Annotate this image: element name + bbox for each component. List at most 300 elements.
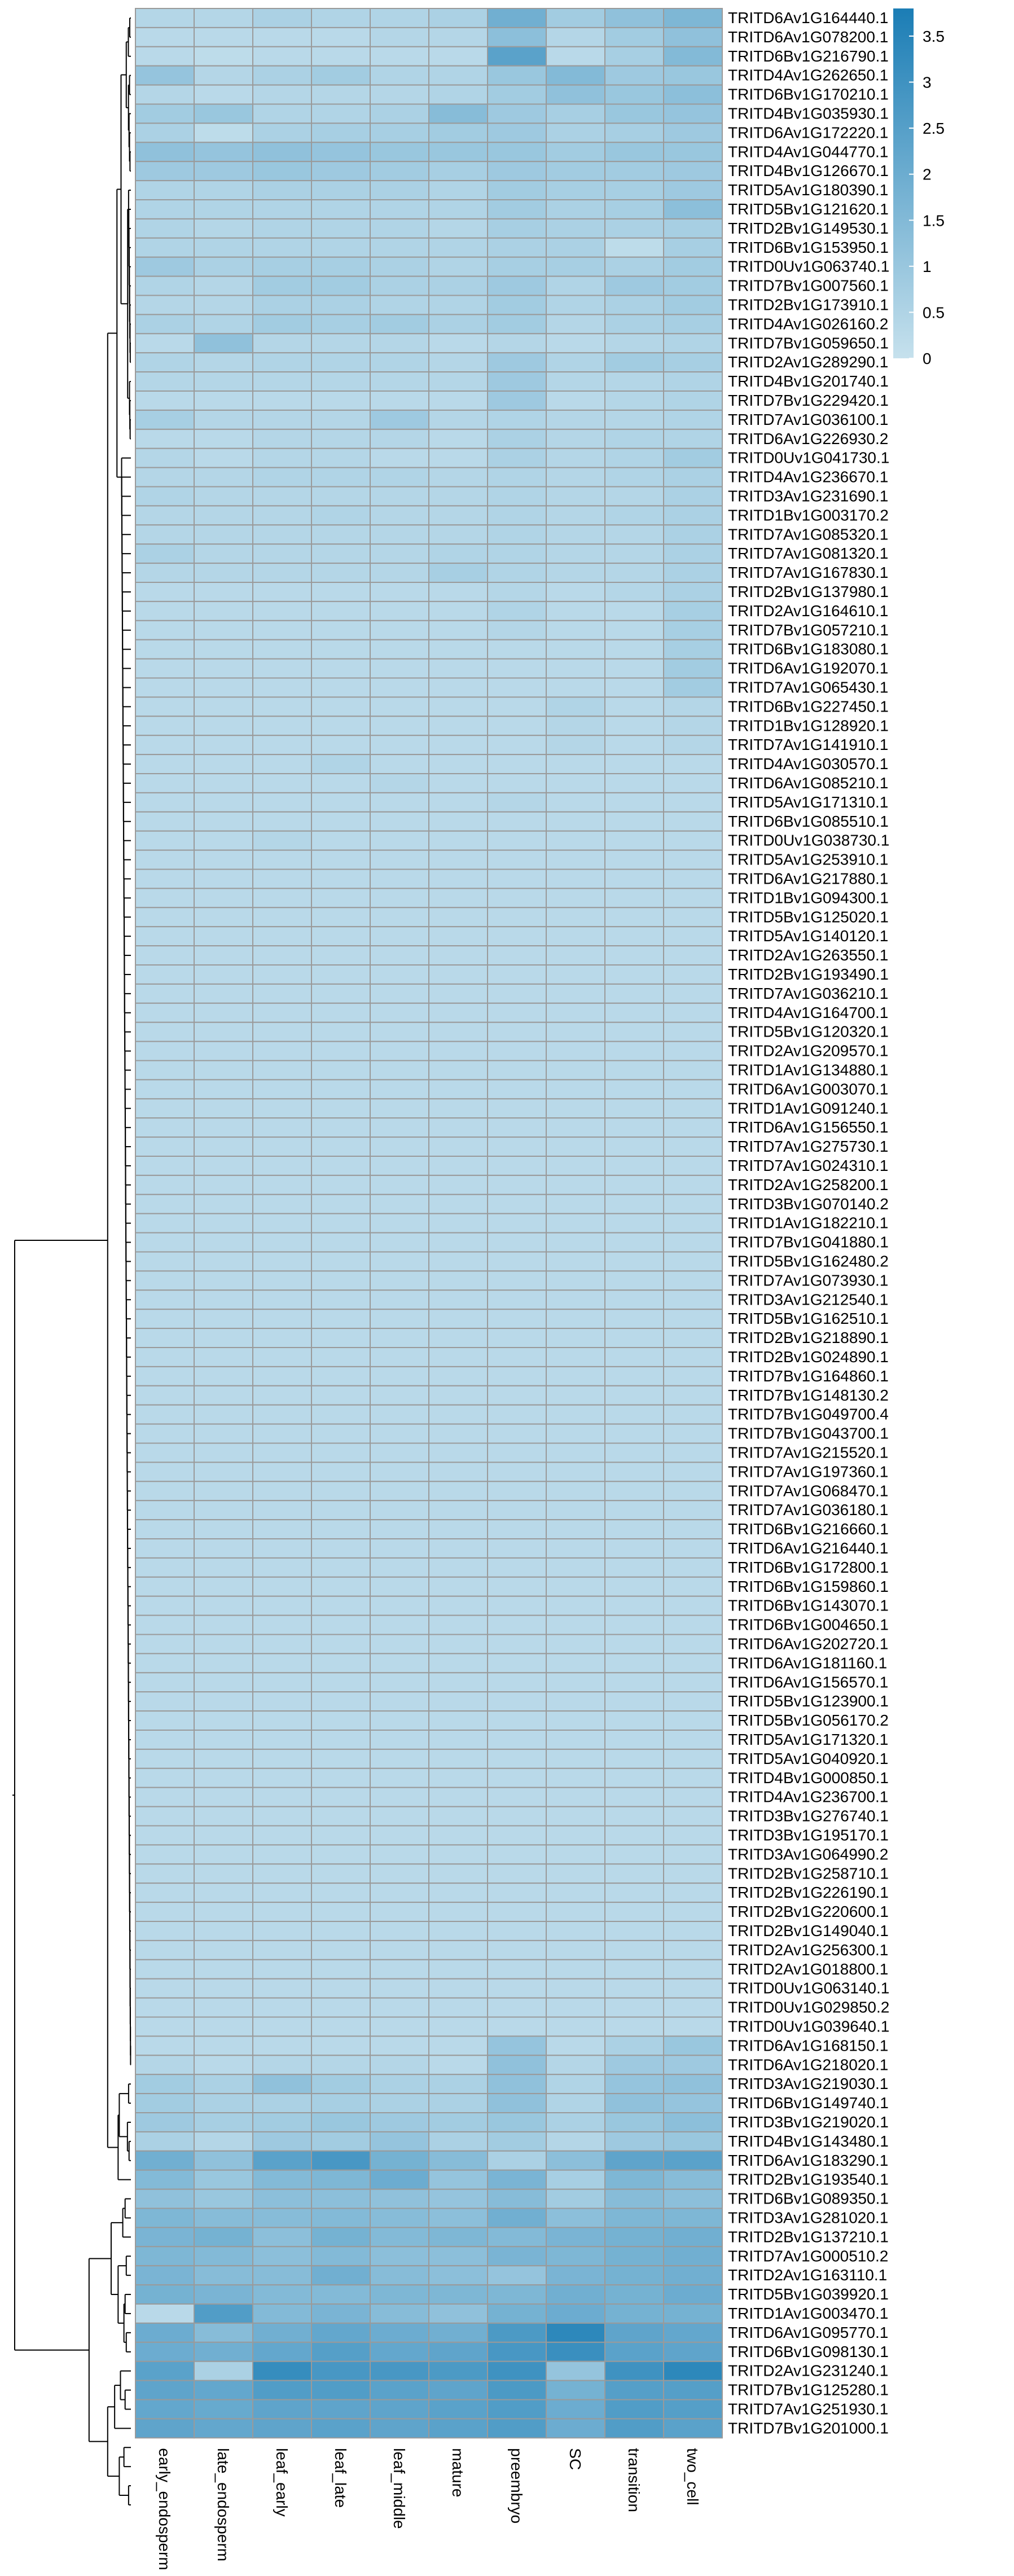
heatmap-cell (135, 1386, 194, 1405)
heatmap-cell (311, 754, 370, 774)
heatmap-cell (429, 735, 488, 754)
heatmap-cell (370, 1673, 429, 1692)
heatmap-cell (546, 984, 605, 1003)
heatmap-cell (135, 1137, 194, 1156)
heatmap-cell (664, 1022, 722, 1042)
heatmap-cell (664, 2113, 722, 2132)
heatmap-cell (311, 1175, 370, 1195)
heatmap-cell (546, 1730, 605, 1749)
heatmap-cell (194, 2209, 253, 2228)
heatmap-cell (546, 1214, 605, 1233)
heatmap-cell (429, 1443, 488, 1463)
heatmap-cell (311, 142, 370, 161)
heatmap-cell (488, 2227, 546, 2246)
heatmap-cell (194, 314, 253, 333)
heatmap-cell (429, 1902, 488, 1921)
heatmap-cell (664, 754, 722, 774)
heatmap-cell (135, 870, 194, 889)
row-label: TRITD7Bv1G201000.1 (728, 2419, 889, 2437)
row-label: TRITD6Bv1G153950.1 (728, 238, 889, 256)
row-label: TRITD4Bv1G000850.1 (728, 1768, 889, 1787)
heatmap-cell (488, 1883, 546, 1902)
heatmap-cell (488, 1864, 546, 1883)
heatmap-cell (370, 1137, 429, 1156)
heatmap-cell (370, 2285, 429, 2304)
row-label: TRITD7Av1G085320.1 (728, 525, 889, 543)
heatmap-cell (370, 238, 429, 257)
heatmap-cell (605, 1137, 664, 1156)
heatmap-cell (194, 1386, 253, 1405)
heatmap-cell (311, 640, 370, 659)
heatmap-cell (135, 793, 194, 812)
heatmap-cell (546, 2285, 605, 2304)
heatmap-cell (311, 449, 370, 468)
heatmap-cell (311, 2151, 370, 2170)
heatmap-cell (429, 28, 488, 47)
heatmap-cell (370, 1692, 429, 1711)
heatmap-cell (253, 1309, 311, 1328)
heatmap-cell (664, 1328, 722, 1348)
heatmap-cell (488, 2036, 546, 2055)
heatmap-cell (194, 2132, 253, 2151)
heatmap-cell (664, 1481, 722, 1500)
heatmap-cell (253, 1845, 311, 1864)
heatmap-cell (194, 200, 253, 219)
heatmap-cell (135, 1348, 194, 1367)
heatmap-cell (664, 1061, 722, 1080)
heatmap-cell (429, 544, 488, 563)
heatmap-cell (429, 2266, 488, 2285)
heatmap-cell (194, 1692, 253, 1711)
heatmap-cell (194, 1960, 253, 1979)
heatmap-cell (253, 449, 311, 468)
heatmap-cell (605, 1960, 664, 1979)
heatmap-cell (194, 1195, 253, 1214)
heatmap-cell (135, 1539, 194, 1558)
heatmap-cell (664, 296, 722, 315)
heatmap-cell (135, 1730, 194, 1749)
heatmap-cell (370, 2381, 429, 2400)
heatmap-cell (135, 2209, 194, 2228)
heatmap-cell (664, 1730, 722, 1749)
heatmap-cell (488, 1596, 546, 1616)
heatmap-cell (194, 104, 253, 124)
heatmap-cell (311, 1596, 370, 1616)
row-label: TRITD2Av1G164610.1 (728, 602, 889, 620)
colorbar-tick-label: 2 (923, 165, 932, 183)
heatmap-cell (546, 1577, 605, 1596)
heatmap-cell (488, 85, 546, 104)
heatmap-cell (370, 333, 429, 353)
heatmap-cell (429, 1309, 488, 1328)
heatmap-cell (194, 2381, 253, 2400)
heatmap-cell (664, 1042, 722, 1061)
row-label: TRITD4Av1G236670.1 (728, 468, 889, 486)
heatmap-cell (194, 1214, 253, 1233)
heatmap-cell (664, 1864, 722, 1883)
heatmap-cell (311, 487, 370, 506)
heatmap-cell (253, 2266, 311, 2285)
heatmap-cell (605, 2074, 664, 2094)
heatmap-cell (311, 525, 370, 544)
heatmap-cell (605, 1998, 664, 2017)
heatmap-cell (605, 1003, 664, 1022)
heatmap-cell (429, 563, 488, 582)
heatmap-cell (311, 1386, 370, 1405)
heatmap-cell (488, 333, 546, 353)
heatmap-cell (488, 2170, 546, 2189)
heatmap-cell (488, 774, 546, 793)
heatmap-cell (253, 1998, 311, 2017)
heatmap-cell (664, 1960, 722, 1979)
heatmap-cell (370, 2094, 429, 2113)
heatmap-cell (370, 142, 429, 161)
heatmap-cell (429, 449, 488, 468)
heatmap-cell (311, 1749, 370, 1768)
heatmap-cell (546, 640, 605, 659)
heatmap-cell (488, 487, 546, 506)
row-label: TRITD7Av1G036210.1 (728, 984, 889, 1002)
heatmap-cell (194, 391, 253, 410)
row-label: TRITD5Bv1G039920.1 (728, 2285, 889, 2303)
heatmap-cell (664, 1195, 722, 1214)
heatmap-cell (488, 659, 546, 678)
row-label: TRITD6Av1G156550.1 (728, 1118, 889, 1136)
heatmap-cell (370, 2151, 429, 2170)
heatmap-cell (429, 927, 488, 946)
heatmap-cell (194, 410, 253, 429)
heatmap-cell (429, 372, 488, 391)
heatmap-cell (370, 621, 429, 640)
heatmap-cell (429, 1175, 488, 1195)
heatmap-cell (664, 774, 722, 793)
heatmap-cell (194, 1635, 253, 1654)
heatmap-cell (664, 563, 722, 582)
heatmap-cell (370, 2189, 429, 2209)
heatmap-cell (135, 602, 194, 621)
heatmap-cell (253, 563, 311, 582)
heatmap-cell (488, 449, 546, 468)
heatmap-cell (311, 1099, 370, 1118)
heatmap-cell (194, 2094, 253, 2113)
heatmap-cell (605, 1175, 664, 1195)
heatmap-cell (194, 2227, 253, 2246)
heatmap-cell (370, 1749, 429, 1768)
heatmap-cell (253, 1175, 311, 1195)
heatmap-cell (664, 2036, 722, 2055)
heatmap-cell (253, 678, 311, 697)
heatmap-cell (488, 2209, 546, 2228)
heatmap-cell (135, 563, 194, 582)
row-label: TRITD4Av1G236700.1 (728, 1788, 889, 1806)
heatmap-cell (546, 2323, 605, 2342)
heatmap-cell (546, 1233, 605, 1252)
heatmap-cell (488, 47, 546, 66)
heatmap-cell (664, 1405, 722, 1424)
heatmap-cell (664, 678, 722, 697)
heatmap-cell (253, 410, 311, 429)
heatmap-cell (135, 754, 194, 774)
heatmap-cell (194, 2266, 253, 2285)
heatmap-cell (605, 870, 664, 889)
heatmap-cell (488, 582, 546, 602)
heatmap-cell (370, 793, 429, 812)
heatmap-cell (546, 735, 605, 754)
heatmap-cell (194, 563, 253, 582)
heatmap-cell (370, 2362, 429, 2381)
row-label: TRITD0Uv1G063740.1 (728, 257, 890, 275)
heatmap-cell (605, 812, 664, 831)
heatmap-cell (546, 1673, 605, 1692)
row-label: TRITD7Av1G081320.1 (728, 545, 889, 563)
heatmap-cell (370, 1118, 429, 1137)
heatmap-cell (605, 2362, 664, 2381)
heatmap-cell (135, 123, 194, 142)
heatmap-cell (546, 697, 605, 716)
heatmap-cell (488, 429, 546, 449)
heatmap-cell (135, 1328, 194, 1348)
heatmap-cell (488, 123, 546, 142)
heatmap-cell (311, 2055, 370, 2074)
heatmap-cell (370, 1730, 429, 1749)
row-label: TRITD6Bv1G149740.1 (728, 2094, 889, 2112)
heatmap-cell (488, 1233, 546, 1252)
heatmap-cell (311, 429, 370, 449)
heatmap-cell (664, 621, 722, 640)
heatmap-cell (429, 2227, 488, 2246)
heatmap-cell (253, 621, 311, 640)
heatmap-cell (253, 793, 311, 812)
heatmap-cell (311, 161, 370, 181)
heatmap-cell (429, 47, 488, 66)
heatmap-cell (135, 468, 194, 487)
heatmap-cell (488, 697, 546, 716)
heatmap-cell (605, 1921, 664, 1941)
row-label: TRITD0Uv1G038730.1 (728, 831, 890, 849)
heatmap-cell (370, 1883, 429, 1902)
heatmap-cell (135, 1749, 194, 1768)
heatmap-cell (546, 1290, 605, 1309)
row-label: TRITD5Bv1G162480.2 (728, 1252, 889, 1270)
heatmap-cell (546, 774, 605, 793)
heatmap-cell (370, 2209, 429, 2228)
heatmap-cell (664, 1500, 722, 1520)
heatmap-cell (194, 965, 253, 984)
heatmap-cell (194, 1616, 253, 1635)
row-label: TRITD7Av1G215520.1 (728, 1443, 889, 1462)
heatmap-cell (194, 1864, 253, 1883)
heatmap-cell (488, 1768, 546, 1788)
heatmap-cell (194, 487, 253, 506)
column-label: leaf_early (273, 2448, 291, 2517)
heatmap-cell (546, 277, 605, 296)
heatmap-cell (194, 1807, 253, 1826)
heatmap-cell (253, 1405, 311, 1424)
heatmap-cell (488, 142, 546, 161)
heatmap-cell (135, 1042, 194, 1061)
heatmap-cell (429, 659, 488, 678)
heatmap-cell (253, 850, 311, 870)
row-label: TRITD4Av1G044770.1 (728, 143, 889, 161)
heatmap-cell (546, 2151, 605, 2170)
heatmap-cell (429, 1921, 488, 1941)
heatmap-cell (605, 1099, 664, 1118)
heatmap-cell (664, 1137, 722, 1156)
heatmap-cell (194, 1998, 253, 2017)
row-label: TRITD7Bv1G148130.2 (728, 1386, 889, 1404)
heatmap-cell (605, 678, 664, 697)
heatmap-cell (429, 277, 488, 296)
heatmap-cell (488, 1807, 546, 1826)
heatmap-cell (311, 1348, 370, 1367)
heatmap-cell (253, 1195, 311, 1214)
heatmap-cell (488, 1290, 546, 1309)
heatmap-cell (135, 200, 194, 219)
heatmap-cell (311, 1118, 370, 1137)
heatmap-cell (664, 1233, 722, 1252)
heatmap-cell (370, 1711, 429, 1730)
heatmap-cell (429, 1367, 488, 1386)
heatmap-cell (488, 1749, 546, 1768)
heatmap-cell (546, 1902, 605, 1921)
row-label: TRITD1Av1G091240.1 (728, 1099, 889, 1117)
heatmap-cell (664, 1348, 722, 1367)
heatmap-cell (605, 2094, 664, 2113)
heatmap-cell (135, 2074, 194, 2094)
heatmap-cell (664, 104, 722, 124)
heatmap-cell (605, 314, 664, 333)
heatmap-cell (488, 353, 546, 372)
heatmap-cell (429, 429, 488, 449)
heatmap-cell (664, 28, 722, 47)
heatmap-cell (488, 161, 546, 181)
heatmap-cell (253, 219, 311, 238)
heatmap-cell (311, 1424, 370, 1443)
heatmap-cell (605, 1309, 664, 1328)
heatmap-cell (253, 28, 311, 47)
heatmap-cell (546, 907, 605, 927)
heatmap-cell (135, 142, 194, 161)
heatmap-cell (605, 735, 664, 754)
heatmap-cell (135, 1079, 194, 1099)
heatmap-cell (194, 1061, 253, 1080)
heatmap-cell (135, 2189, 194, 2209)
heatmap-cell (664, 1653, 722, 1673)
heatmap-cell (605, 353, 664, 372)
heatmap-cell (546, 1558, 605, 1577)
heatmap-cell (135, 104, 194, 124)
heatmap-cell (311, 1137, 370, 1156)
heatmap-cell (546, 123, 605, 142)
row-label: TRITD6Av1G172220.1 (728, 124, 889, 142)
heatmap-cell (546, 1979, 605, 1998)
heatmap-cell (194, 1711, 253, 1730)
heatmap-cell (253, 735, 311, 754)
heatmap-cell (311, 697, 370, 716)
heatmap-cell (194, 1845, 253, 1864)
heatmap-cell (605, 8, 664, 28)
heatmap-cell (664, 697, 722, 716)
row-label: TRITD7Av1G275730.1 (728, 1138, 889, 1156)
heatmap-cell (429, 1156, 488, 1175)
heatmap-cell (194, 2074, 253, 2094)
row-label: TRITD7Av1G036100.1 (728, 410, 889, 428)
heatmap-cell (135, 2323, 194, 2342)
heatmap-cell (194, 353, 253, 372)
heatmap-cell (194, 123, 253, 142)
heatmap-cell (370, 697, 429, 716)
heatmap-cell (194, 1577, 253, 1596)
heatmap-cell (253, 8, 311, 28)
heatmap-cell (253, 200, 311, 219)
heatmap-cell (605, 28, 664, 47)
colorbar-tick-label: 3 (923, 73, 932, 91)
heatmap-cell (370, 1921, 429, 1941)
row-label: TRITD2Av1G018800.1 (728, 1960, 889, 1978)
heatmap-cell (135, 1252, 194, 1271)
heatmap-cell (253, 525, 311, 544)
heatmap-cell (605, 602, 664, 621)
heatmap-cell (664, 2266, 722, 2285)
heatmap-cell (253, 582, 311, 602)
heatmap-cell (605, 1022, 664, 1042)
heatmap-cell (135, 8, 194, 28)
heatmap-cell (370, 1252, 429, 1271)
heatmap-cell (370, 1175, 429, 1195)
heatmap-cell (194, 2419, 253, 2438)
heatmap-cell (370, 1290, 429, 1309)
heatmap-cell (253, 754, 311, 774)
heatmap-cell (429, 2304, 488, 2323)
heatmap-cell (605, 1348, 664, 1367)
heatmap-cell (311, 563, 370, 582)
heatmap-cell (664, 1921, 722, 1941)
heatmap-cell (194, 812, 253, 831)
heatmap-cell (605, 1214, 664, 1233)
heatmap-cell (664, 353, 722, 372)
heatmap-cell (253, 468, 311, 487)
heatmap-cell (194, 907, 253, 927)
heatmap-cell (546, 1405, 605, 1424)
heatmap-cell (135, 1290, 194, 1309)
heatmap-cell (194, 2113, 253, 2132)
heatmap-cell (429, 2170, 488, 2189)
row-label: TRITD6Bv1G004650.1 (728, 1616, 889, 1634)
heatmap-cell (370, 2400, 429, 2419)
heatmap-cell (429, 1653, 488, 1673)
heatmap-cell (429, 525, 488, 544)
heatmap-cell (253, 2246, 311, 2266)
heatmap-cell (605, 831, 664, 850)
heatmap-cell (546, 1692, 605, 1711)
heatmap-cell (135, 1118, 194, 1137)
heatmap-cell (429, 353, 488, 372)
heatmap-cell (605, 1520, 664, 1539)
heatmap-cell (253, 1233, 311, 1252)
row-label: TRITD6Bv1G159860.1 (728, 1577, 889, 1595)
heatmap-cell (605, 640, 664, 659)
heatmap-cell (546, 161, 605, 181)
heatmap-cell (311, 314, 370, 333)
heatmap-cell (605, 1042, 664, 1061)
heatmap-cell (194, 1079, 253, 1099)
heatmap-cell (546, 104, 605, 124)
heatmap-cell (253, 1386, 311, 1405)
heatmap-cell (194, 1749, 253, 1768)
heatmap-cell (664, 2362, 722, 2381)
heatmap-cell (370, 1309, 429, 1328)
row-label: TRITD6Av1G168150.1 (728, 2037, 889, 2055)
